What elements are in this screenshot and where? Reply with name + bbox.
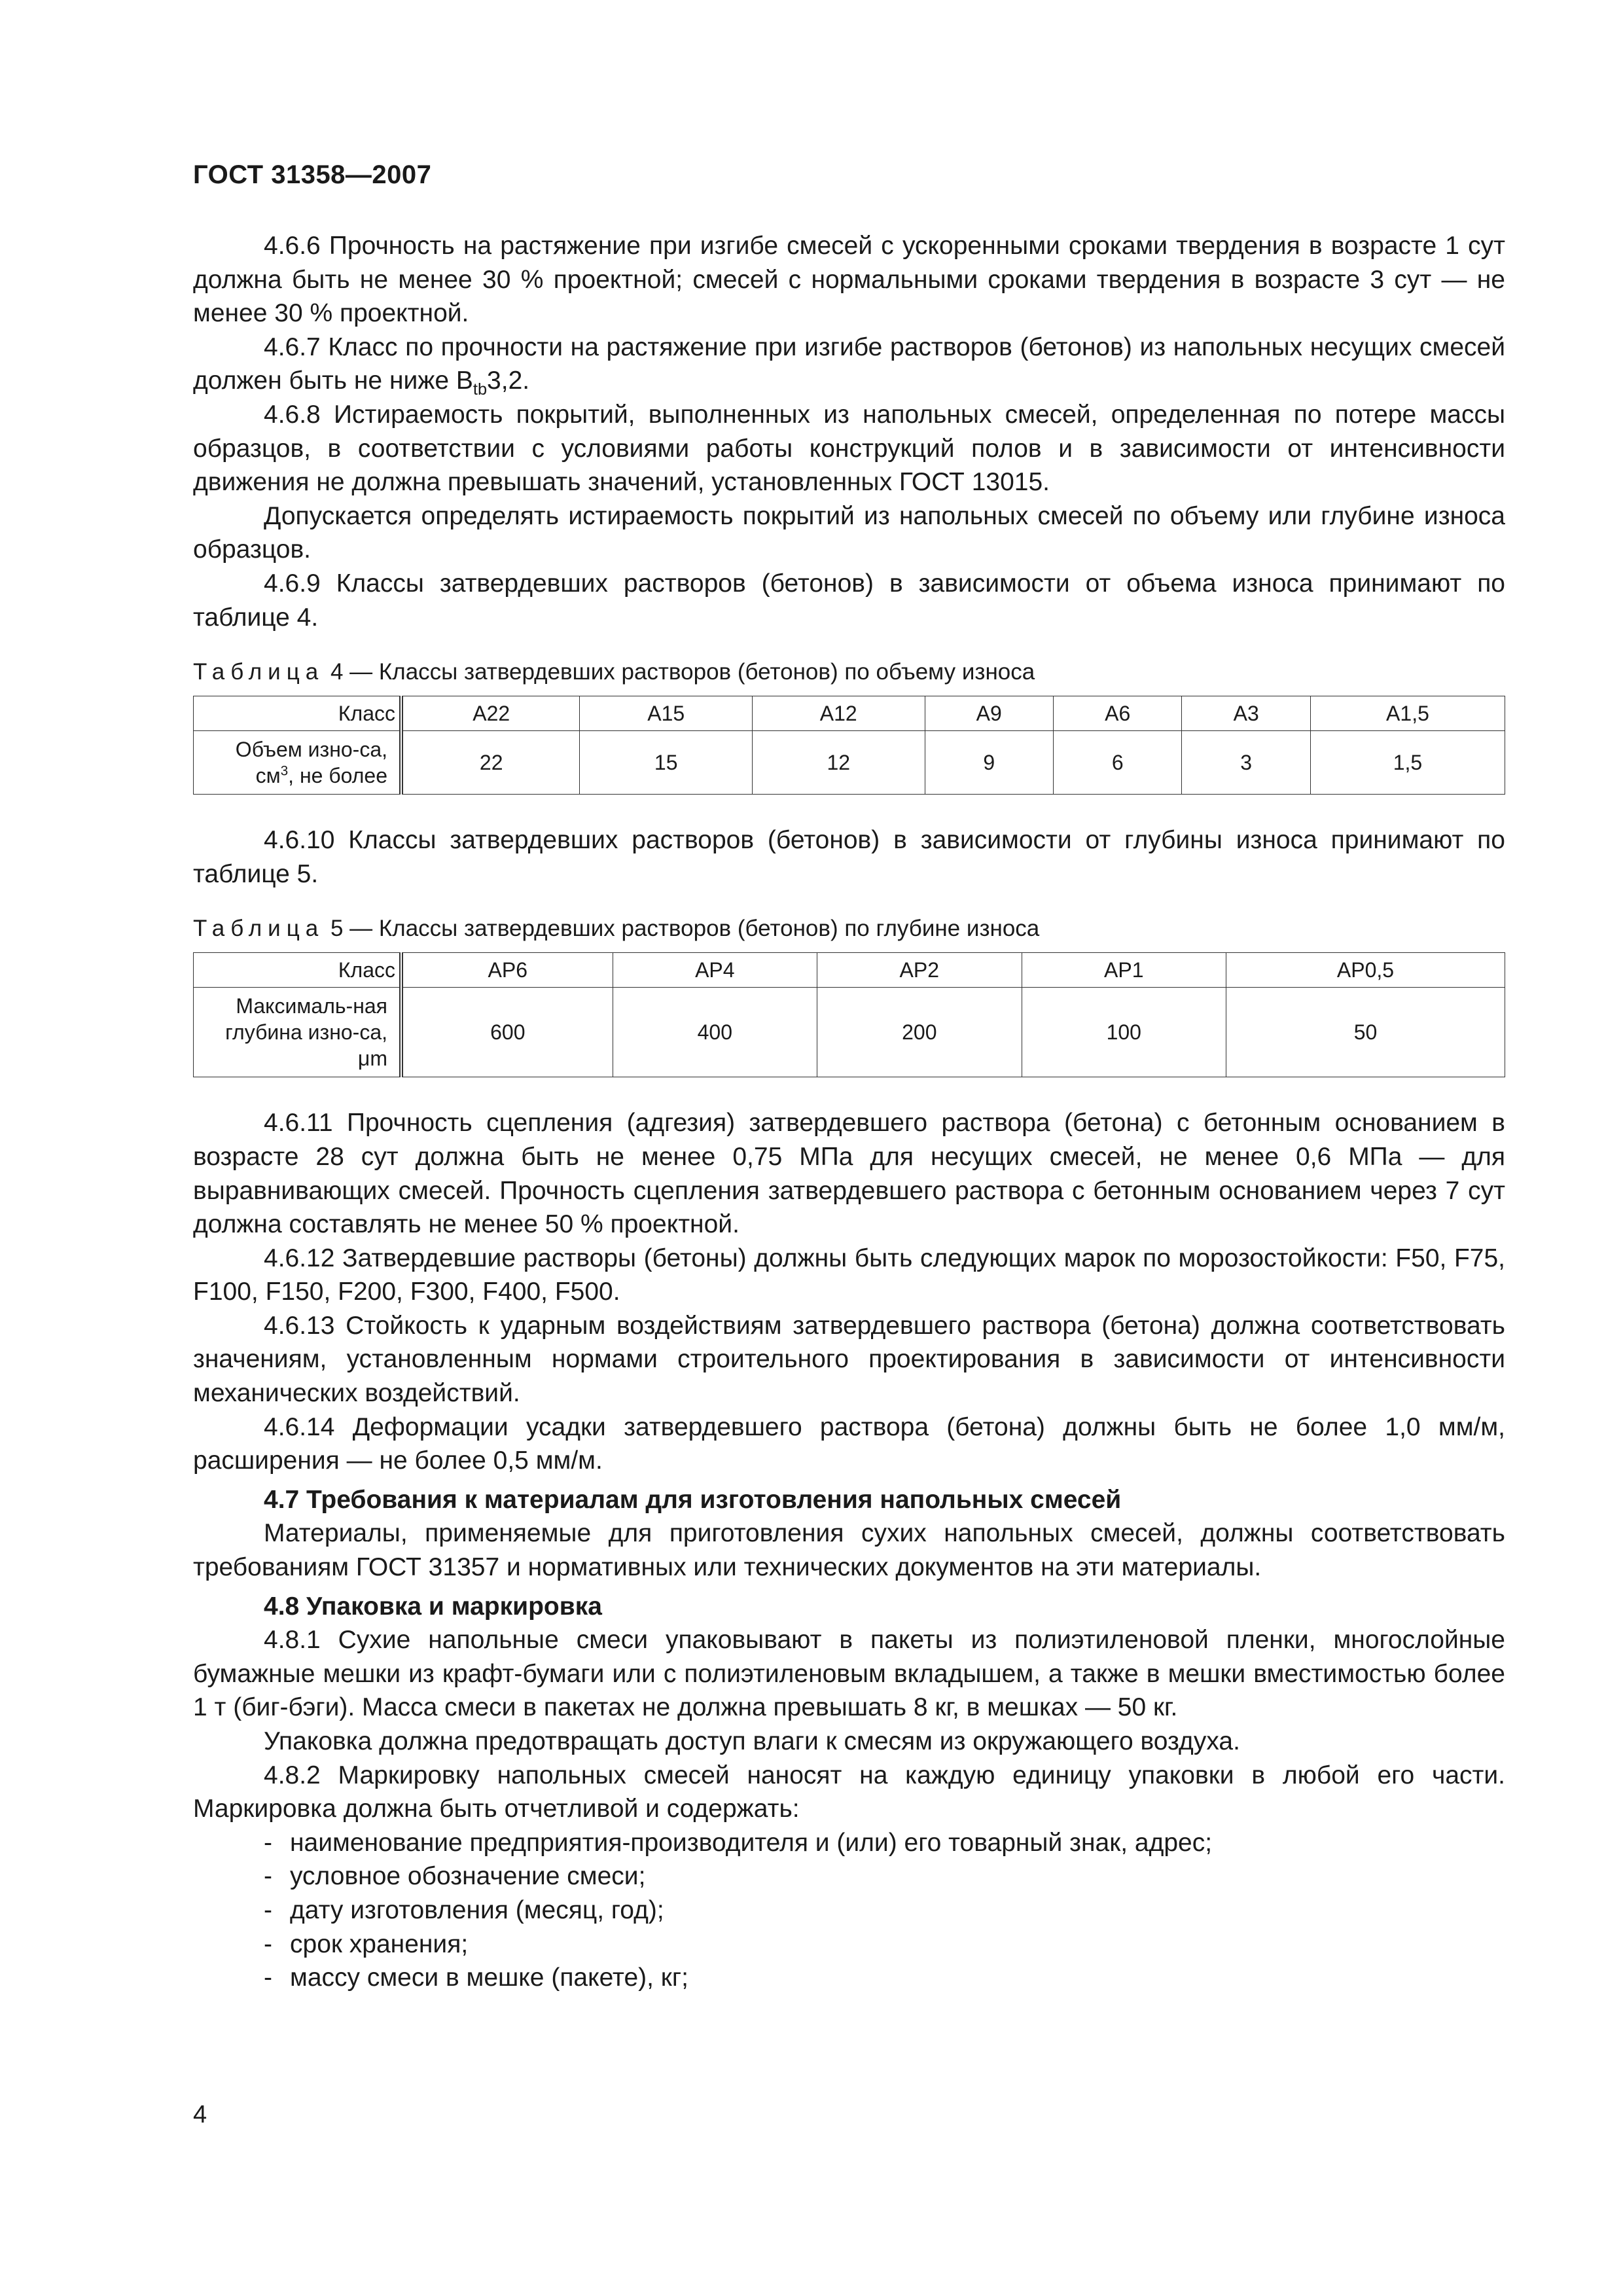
paragraph-4-6-10: 4.6.10 Классы затвердевших растворов (бетонов) в зависимости от глубины износа принимают по таблице 5. [193,826,1505,888]
table-cell: 9 [925,731,1053,795]
table-cell: Класс [194,696,402,731]
table-row [194,696,1505,731]
table-4-caption [193,658,1505,687]
list-item-text: дату изготовления (месяц, год); [290,1895,664,1924]
table-4 [193,696,1505,795]
paragraph-abrasion-note: Допускается определять истираемость покрытий из напольных смесей по объему или глубине износа образцов. [193,501,1505,564]
table-cell: Класс [194,953,402,988]
list-item [264,1859,1505,1893]
table-5-caption-label: Таблица [193,916,325,942]
table-cell: 6 [1053,731,1181,795]
page-number: 4 [193,2101,207,2128]
table-cell [194,731,402,795]
paragraph-4-7: Материалы, применяемые для приготовления сухих напольных смесей, должны соответствовать требованиям ГОСТ 31357 и нормативных или технических документов на эти материалы. [193,1519,1505,1582]
p467-sub: tb [473,380,488,399]
list-item-text: срок хранения; [290,1929,469,1958]
table-cell: АР2 [817,953,1022,988]
section-4-8-heading: 4.8 Упаковка и маркировка [264,1592,602,1621]
row-label-sup: 3 [280,763,289,779]
table-cell: А22 [401,696,580,731]
list-item-text: массу смеси в мешке (пакете), кг; [290,1964,688,1992]
table-cell: А6 [1053,696,1181,731]
document-body [193,229,1505,1995]
table-4-caption-label: Таблица [193,659,325,685]
paragraph-4-8-2: 4.8.2 Маркировку напольных смесей наносят на каждую единицу упаковки в любой его части. Маркировка должна быть отчетливой и содержать: [193,1761,1505,1823]
document-header: ГОСТ 31358—2007 [193,160,432,189]
p467-post: 3,2. [487,367,530,395]
paragraph-4-6-13: 4.6.13 Стойкость к ударным воздействиям затвердевшего раствора (бетона) должна соответствовать значениям, установленным нормами строительного проектирования в зависимости от интенсивности механических воздействий. [193,1311,1505,1408]
row-label-text-post: , не более [288,764,387,788]
paragraph-4-6-7 [193,331,1505,398]
table-cell: Максималь-ная глубина изно-са, μm [194,988,402,1077]
table-cell: А3 [1182,696,1310,731]
list-item-text: условное обозначение смеси; [290,1862,646,1891]
table-cell: А15 [580,696,753,731]
row-label-text: Объем изно-са, см [235,738,387,788]
table-cell: АР0,5 [1226,953,1505,988]
table-cell: АР6 [401,953,613,988]
paragraph-4-8-1: 4.8.1 Сухие напольные смеси упаковывают в пакеты из полиэтиленовой пленки, многослойные бумажные мешки из крафт-бумаги или с полиэтиленовым вкладышем, а также в мешки вместимостью более 1 т (биг-бэги). Масса смеси в пакетах не должна превышать 8 кг, в мешках — 50 кг. [193,1626,1505,1722]
table-cell: 22 [401,731,580,795]
section-4-7-heading: 4.7 Требования к материалам для изготовления напольных смесей [264,1485,1122,1514]
table-cell: 1,5 [1310,731,1505,795]
table-cell: 200 [817,988,1022,1077]
paragraph-4-6-12: 4.6.12 Затвердевшие растворы (бетоны) должны быть следующих марок по морозостойкости: F50, F75, F100, F150, F200, F300, F400, F500. [193,1244,1505,1306]
dash-bullet: - [264,1828,272,1857]
table-cell: 400 [613,988,817,1077]
table-cell: АР4 [613,953,817,988]
table-cell: 600 [401,988,613,1077]
table-cell: 50 [1226,988,1505,1077]
paragraph-4-6-8: 4.6.8 Истираемость покрытий, выполненных из напольных смесей, определенная по потере массы образцов, в соответствии с условиями работы конструкций полов и в зависимости от интенсивности движения не должна превышать значений, установленных ГОСТ 13015. [193,400,1505,497]
table-cell: А12 [752,696,925,731]
table-5 [193,952,1505,1077]
table-row [194,731,1505,795]
list-item-text: наименование предприятия-производителя и (или) его товарный знак, адрес; [290,1828,1213,1857]
dash-bullet: - [264,1929,272,1958]
table-cell: А1,5 [1310,696,1505,731]
paragraph-4-6-6: 4.6.6 Прочность на растяжение при изгибе смесей с ускоренными сроками твердения в возрасте 1 сут должна быть не менее 30 % проектной; смесей с нормальными сроками твердения в возрасте 3 сут — не менее 30 % проектной. [193,232,1505,328]
table-cell: 15 [580,731,753,795]
paragraph-packaging-note: Упаковка должна предотвращать доступ влаги к смесям из окружающего воздуха. [264,1727,1240,1755]
p467-pre: 4.6.7 Класс по прочности на растяжение при изгибе растворов (бетонов) из напольных несущих смесей должен быть не ниже B [193,332,1505,395]
table-5-caption-text: 5 — Классы затвердевших растворов (бетонов) по глубине износа [330,916,1040,942]
table-5-caption [193,914,1505,943]
paragraph-4-6-9: 4.6.9 Классы затвердевших растворов (бетонов) в зависимости от объема износа принимают по таблице 4. [193,569,1505,632]
dash-bullet: - [264,1895,272,1924]
list-item [264,1961,1505,1995]
table-cell: А9 [925,696,1053,731]
table-cell: АР1 [1022,953,1226,988]
marking-list [193,1826,1505,1995]
dash-bullet: - [264,1964,272,1992]
list-item [264,1928,1505,1962]
table-cell: 12 [752,731,925,795]
table-cell: 100 [1022,988,1226,1077]
paragraph-4-6-14: 4.6.14 Деформации усадки затвердевшего раствора (бетона) должны быть не более 1,0 мм/м, расширения — не более 0,5 мм/м. [193,1412,1505,1475]
dash-bullet: - [264,1862,272,1891]
table-4-caption-text: 4 — Классы затвердевших растворов (бетонов) по объему износа [330,659,1035,685]
list-item [264,1893,1505,1928]
list-item [264,1826,1505,1860]
table-row [194,953,1505,988]
paragraph-4-6-11: 4.6.11 Прочность сцепления (адгезия) затвердевшего раствора (бетона) с бетонным основанием в возрасте 28 сут должна быть не менее 0,75 МПа для несущих смесей, не менее 0,6 МПа — для выравнивающих смесей. Прочность сцепления затвердевшего раствора с бетонным основанием через 7 сут должна составлять не менее 50 % проектной. [193,1109,1505,1239]
table-cell: 3 [1182,731,1310,795]
table-row [194,988,1505,1077]
